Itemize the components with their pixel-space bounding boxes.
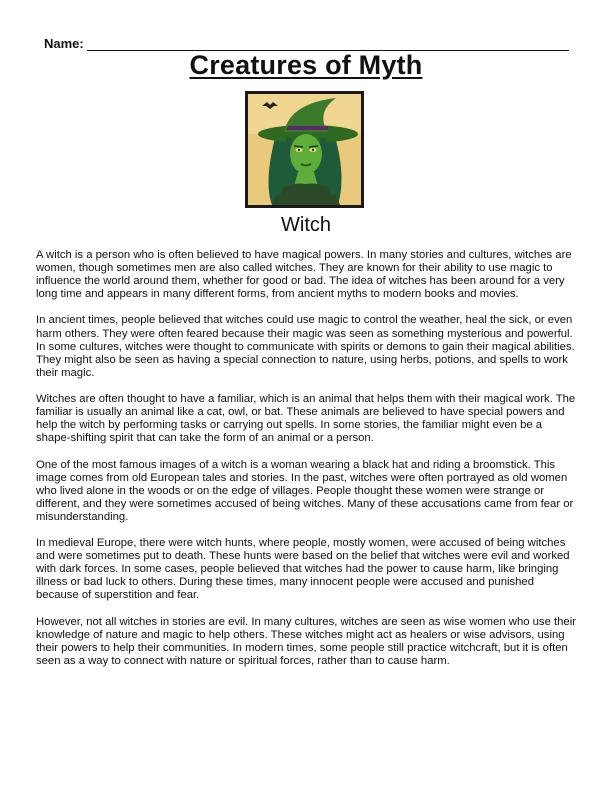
paragraph: In medieval Europe, there were witch hunts, where people, mostly women, were accused of being witches and were sometimes put to death. These hunts were based on the belief that witches were evil and worked with dark forces. In some cases, people believed that witches had the power to cause harm, like bringing illness or bad luck to others. During these times, many innocent people were accused and punished because of superstition and fear.: [36, 537, 570, 602]
article-body: [36, 249, 578, 681]
witch-portrait-icon: [245, 91, 364, 208]
name-blank-line[interactable]: [87, 37, 569, 51]
paragraph: A witch is a person who is often believed to have magical powers. In many stories and cultures, witches are women, though sometimes men are also called witches. They are known for their ability to use magic to influence the world around them, whether for good or bad. The idea of witches has been around for a very long time and appears in many different forms, from ancient myths to modern books and movies.: [36, 249, 572, 301]
paragraph: However, not all witches in stories are evil. In many cultures, witches are seen as wise women who use their knowledge of nature and magic to help others. These witches might act as healers or wise advisors, using their powers to help their communities. In modern times, some people still practice witchcraft, but it is often seen as a way to connect with nature or spiritual forces, rather than to cause harm.: [36, 615, 576, 667]
page-title: Creatures of Myth: [189, 50, 423, 80]
name-label: Name:: [44, 36, 84, 51]
paragraph: One of the most famous images of a witch is a woman wearing a black hat and riding a broomstick. This image comes from old European tales and stories. In the past, witches were often portrayed as old women who lived alone in the woods or on the edge of villages. People thought these women were strange or different, and they were sometimes accused of being witches. Many of these accusations came from fear or misunderstanding.: [36, 458, 574, 523]
paragraph: In ancient times, people believed that witches could use magic to control the weather, heal the sick, or even harm others. They were often feared because their magic was seen as something mysterious and powerful. In some cultures, witches were thought to communicate with spirits or demons to gain their magical abilities. They might also be seen as having a special connection to nature, using herbs, potions, and spells to work their magic.: [36, 314, 575, 379]
paragraph: Witches are often thought to have a familiar, which is an animal that helps them with their magical work. The familiar is usually an animal like a cat, owl, or bat. These animals are believed to have special powers and help the witch by performing tasks or carrying out spells. In some stories, the familiar might even be a shape-shifting spirit that can take the form of an animal or a person.: [36, 393, 576, 445]
section-title: Witch: [281, 214, 331, 236]
name-field-row: [44, 36, 569, 51]
